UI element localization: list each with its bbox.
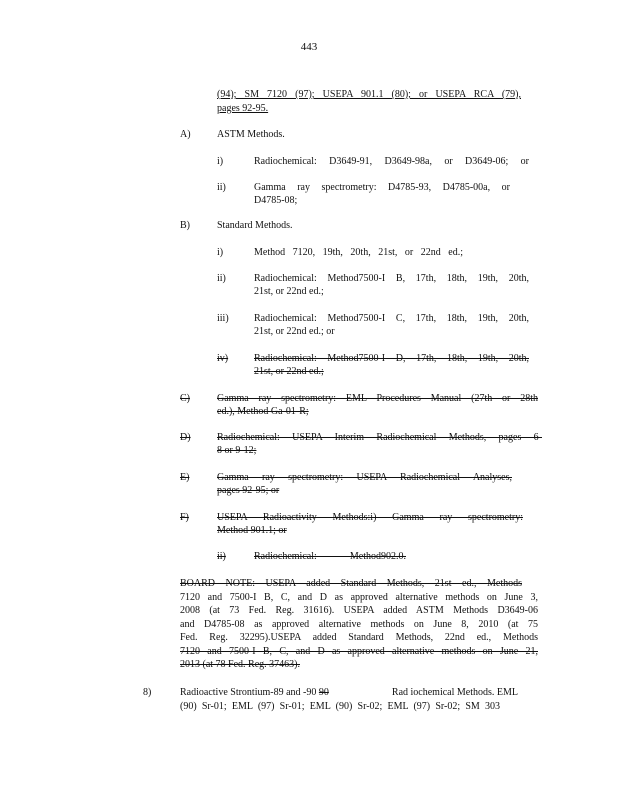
item-8-line-1-end: Rad iochemical Methods. EML: [391, 687, 518, 698]
item-a-ii-line-2: D4785-08;: [254, 195, 298, 206]
board-note-line-2: 7120 and 7500-I B, C, and D as approved alternative methods on June 3,: [180, 591, 538, 603]
item-f-ii-label: ii): [217, 551, 226, 562]
item-a-title: ASTM Methods.: [217, 129, 285, 140]
item-b-title: Standard Methods.: [217, 220, 293, 231]
item-b-ii-label: ii): [217, 273, 226, 284]
item-c-label: C): [180, 393, 190, 404]
item-a-label: A): [180, 129, 191, 140]
item-8-line-1: [180, 686, 518, 699]
continuation-line-1: (94); SM 7120 (97); USEPA 901.1 (80); or USEPA RCA (79),: [217, 89, 521, 100]
item-b-iii-line-1: Radiochemical: Method7500-I C, 17th, 18th, 19th, 20th,: [254, 313, 529, 324]
continuation-line-2: pages 92-95.: [217, 103, 269, 114]
item-8-struck-text: 90: [318, 687, 329, 698]
item-a-i-text: Radiochemical: D3649-91, D3649-98a, or D3649-06; or: [254, 156, 529, 167]
item-e-line-2: pages 92-95; or: [217, 485, 280, 496]
page-number: 443: [300, 41, 318, 53]
item-d-line-1: Radiochemical: USEPA Interim Radiochemical Methods, pages 6-: [217, 432, 542, 443]
item-b-i-text: Method 7120, 19th, 20th, 21st, or 22nd ed.;: [254, 247, 463, 258]
item-e-label: E): [180, 472, 190, 483]
board-note-line-3: 2008 (at 73 Fed. Reg. 31616). USEPA added ASTM Methods D3649-06: [180, 605, 538, 616]
item-b-ii-line-2: 21st, or 22nd ed.;: [254, 286, 324, 297]
item-b-label: B): [180, 220, 190, 231]
item-f-line-2: Method 901.1; or: [217, 525, 287, 536]
item-d-label: D): [180, 432, 191, 443]
item-f-label: F): [180, 512, 189, 523]
item-8-label: 8): [143, 687, 152, 698]
item-b-ii-line-1: Radiochemical: Method7500-I B, 17th, 18th, 19th, 20th,: [254, 273, 529, 284]
item-d-line-2: 8 or 9-12;: [217, 445, 257, 456]
item-b-iv-label: iv): [217, 353, 229, 364]
item-b-iv-line-1: Radiochemical: Method7500-I D, 17th, 18th, 19th, 20th,: [254, 353, 529, 364]
item-8-line-1-start: Radioactive Strontium-89 and -90 90: [180, 687, 329, 698]
item-b-iii-label: iii): [217, 313, 229, 324]
item-e-line-1: Gamma ray spectrometry: USEPA Radiochemical Analyses,: [217, 472, 512, 483]
board-note-line-7: 2013 (at 78 Fed. Reg. 37463).: [180, 659, 300, 670]
item-c-line-2: ed.), Method Ga-01-R;: [217, 406, 309, 417]
item-b-iv-line-2: 21st, or 22nd ed.;: [254, 366, 324, 377]
item-b-i-label: i): [217, 247, 224, 258]
item-f-line-1: USEPA Radioactivity Methods:i) Gamma ray spectrometry:: [217, 512, 523, 523]
item-a-ii-label: ii): [217, 182, 226, 193]
board-note-line-5: Fed. Reg. 32295).USEPA added Standard Methods, 22nd ed., Methods: [180, 632, 538, 643]
item-c-line-1: Gamma ray spectrometry: EML Procedures Manual (27th or 28th: [217, 393, 538, 404]
board-note-line-1: BOARD NOTE: USEPA added Standard Methods, 21st ed., Methods: [180, 578, 522, 589]
board-note-line-6: 7120 and 7500-I B, C, and D as approved alternative methods on June 21,: [180, 645, 538, 657]
board-note-line-4: and D4785-08 as approved alternative methods on June 8, 2010 (at 75: [180, 618, 538, 630]
item-a-i-label: i): [217, 156, 224, 167]
item-f-ii-text: Radiochemical: Method902.0.: [254, 551, 406, 562]
item-8-line-2: (90) Sr-01; EML (97) Sr-01; EML (90) Sr-02; EML (97) Sr-02; SM 303: [180, 701, 500, 712]
item-b-iii-line-2: 21st, or 22nd ed.; or: [254, 326, 335, 337]
item-a-ii-line-1: Gamma ray spectrometry: D4785-93, D4785-00a, or: [254, 182, 510, 193]
